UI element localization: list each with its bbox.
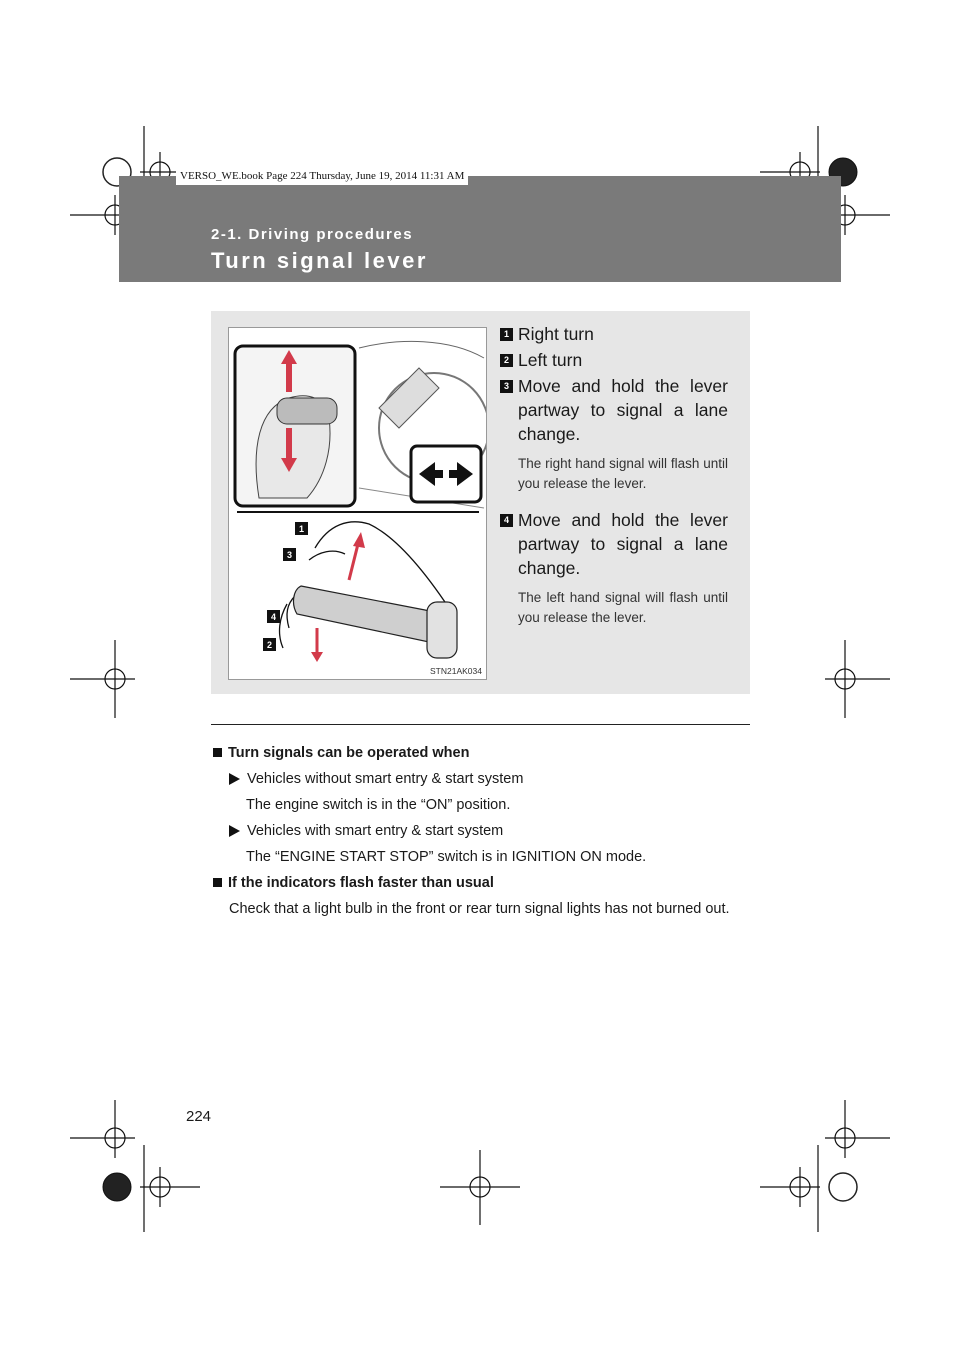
condition-item xyxy=(213,820,743,842)
square-bullet-icon xyxy=(213,878,222,887)
book-stamp: VERSO_WE.book Page 224 Thursday, June 19, 2014 11:31 AM xyxy=(176,167,468,185)
triangle-bullet-icon xyxy=(229,773,240,785)
step-text: Move and hold the lever partway to signal a lane change. xyxy=(518,376,728,444)
condition-detail: The engine switch is in the “ON” position. xyxy=(246,797,511,813)
step-number-badge: 4 xyxy=(500,514,513,527)
condition-text: Vehicles without smart entry & start system xyxy=(247,771,524,787)
info-paragraph: Check that a light bulb in the front or rear turn signal lights has not burned out. xyxy=(229,901,730,917)
step-note: The right hand signal will flash until you release the lever. xyxy=(518,456,728,491)
section-label: 2-1. Driving procedures xyxy=(211,226,414,243)
lever-base xyxy=(427,602,457,658)
arc-2 xyxy=(280,604,287,648)
callout-2: 2 xyxy=(266,640,273,650)
lever-illustration xyxy=(229,328,486,679)
step-number-badge: 1 xyxy=(500,328,513,341)
heading-text: Turn signals can be operated when xyxy=(228,745,470,761)
step-list xyxy=(500,322,728,642)
step-4 xyxy=(500,508,728,580)
section-divider xyxy=(211,724,750,725)
arc-3 xyxy=(309,551,345,560)
lever-closeup xyxy=(277,398,337,424)
full-down-arrow-head xyxy=(311,652,323,662)
step-note: The left hand signal will flash until you release the lever. xyxy=(518,590,728,625)
condition-detail: The “ENGINE START STOP” switch is in IGNITION ON mode. xyxy=(246,849,647,865)
figure-code: STN21AK034 xyxy=(430,666,482,676)
page-number: 224 xyxy=(186,1108,212,1125)
step-number-badge: 2 xyxy=(500,354,513,367)
partway-up-arrow-head xyxy=(353,532,365,548)
info-section xyxy=(213,742,743,920)
section-header xyxy=(119,176,841,282)
step-1 xyxy=(500,322,728,346)
condition-text: Vehicles with smart entry & start system xyxy=(247,823,504,839)
triangle-bullet-icon xyxy=(229,825,240,837)
step-2 xyxy=(500,348,728,372)
callout-3: 3 xyxy=(286,550,293,560)
heading-text: If the indicators flash faster than usual xyxy=(228,875,494,891)
info-heading xyxy=(213,872,743,894)
step-number-badge: 3 xyxy=(500,380,513,393)
step-text: Move and hold the lever partway to signal a lane change. xyxy=(518,510,728,578)
step-3 xyxy=(500,374,728,446)
page-title: Turn signal lever xyxy=(211,248,428,273)
info-heading xyxy=(213,742,743,764)
dashboard-line xyxy=(359,341,484,358)
step-text: Right turn xyxy=(518,324,594,344)
condition-item xyxy=(213,768,743,790)
callout-4: 4 xyxy=(270,612,277,622)
turn-signal-figure xyxy=(228,327,487,680)
callout-1: 1 xyxy=(298,524,305,534)
step-text: Left turn xyxy=(518,350,583,370)
square-bullet-icon xyxy=(213,748,222,757)
